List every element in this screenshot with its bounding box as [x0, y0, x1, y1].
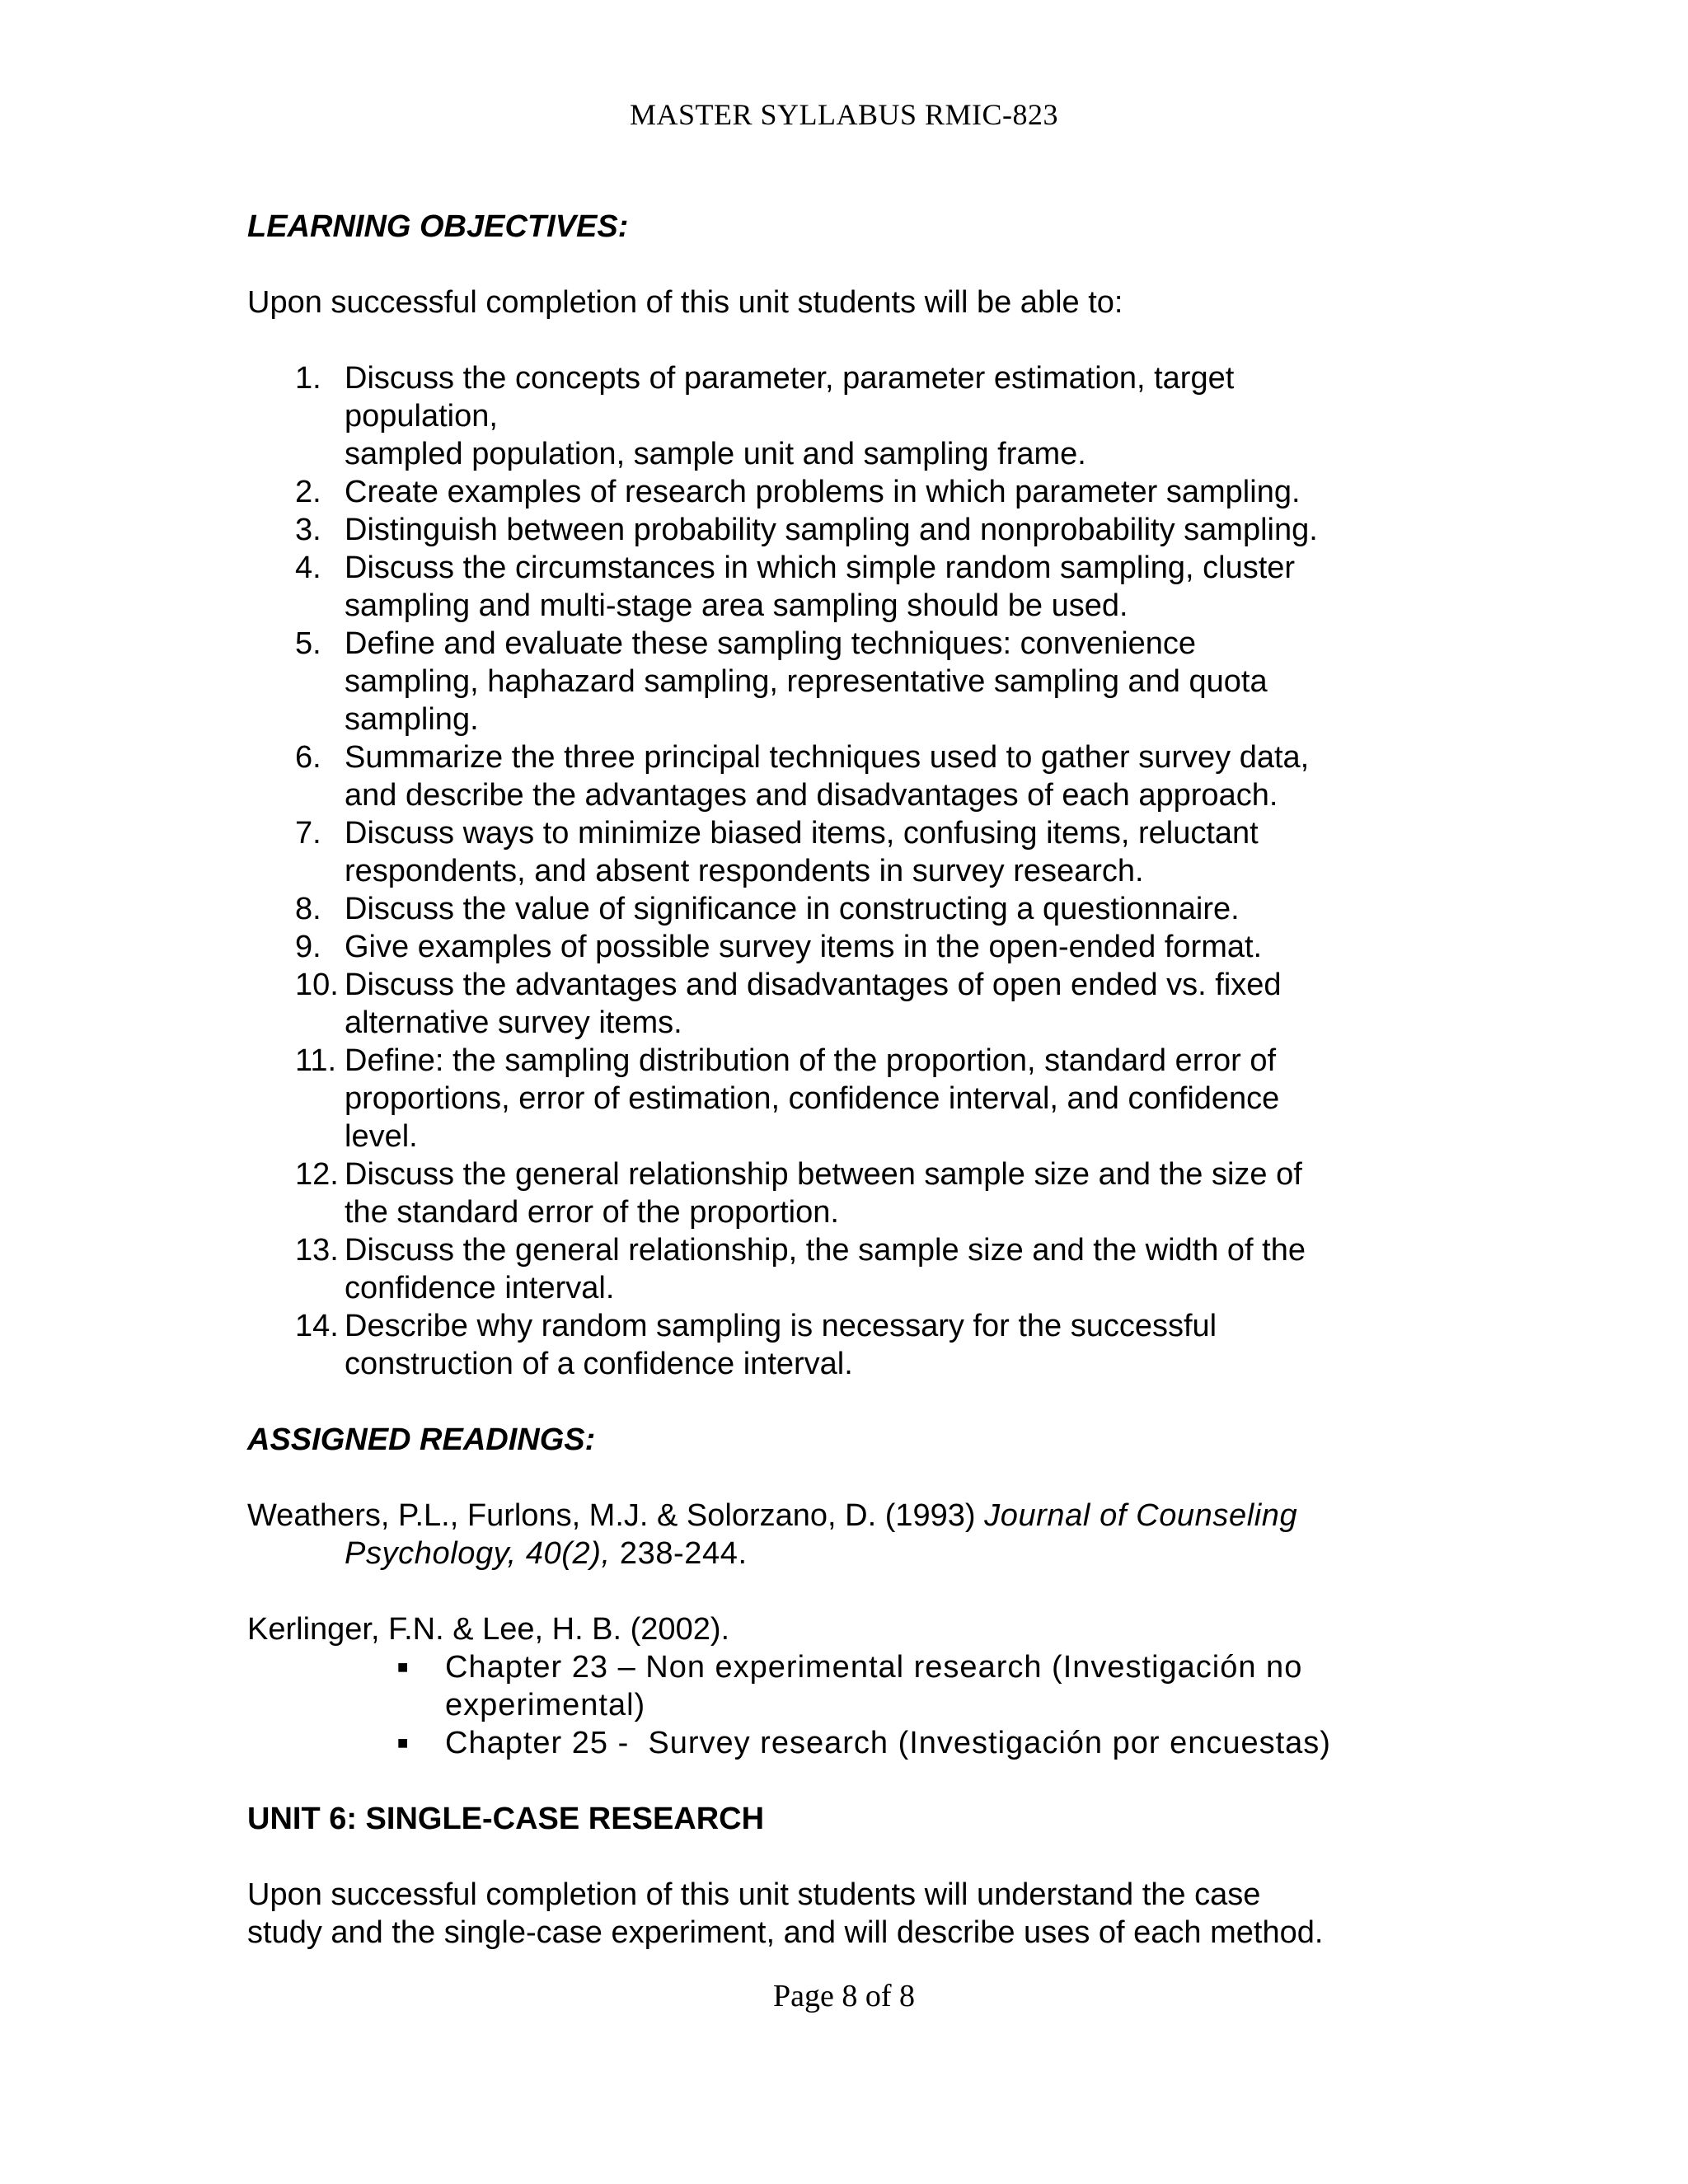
list-item: [247, 359, 1451, 473]
list-item: [247, 738, 1451, 814]
square-bullet-icon: ■: [397, 1732, 410, 1753]
list-item: [247, 1307, 1451, 1383]
unit6-line: Upon successful completion of this unit students will understand the case: [247, 1877, 1261, 1912]
reference-kerlinger: Kerlinger, F.N. & Lee, H. B. (2002).: [247, 1612, 730, 1647]
objectives-list: [247, 359, 1451, 1383]
learning-objectives-heading: LEARNING OBJECTIVES:: [247, 209, 629, 244]
item-number: 7.: [295, 816, 321, 851]
list-item: [247, 511, 1451, 549]
item-line: Discuss the advantages and disadvantages of open ended vs. fixed: [345, 968, 1282, 1002]
item-number: 10.: [295, 968, 339, 1002]
list-item: [247, 625, 1451, 738]
item-line: sampling.: [345, 702, 479, 737]
chapter-line: experimental): [445, 1688, 646, 1722]
item-line: respondents, and absent respondents in survey research.: [345, 854, 1144, 888]
item-line: and describe the advantages and disadvantages of each approach.: [345, 778, 1278, 813]
item-line: Define and evaluate these sampling techniques: convenience: [345, 626, 1197, 661]
item-number: 1.: [295, 361, 321, 396]
item-line: alternative survey items.: [345, 1005, 682, 1040]
item-line: sampling and multi-stage area sampling should be used.: [345, 588, 1128, 623]
objectives-intro: Upon successful completion of this unit students will be able to:: [247, 285, 1123, 320]
item-line: Discuss the general relationship, the sample size and the width of the: [345, 1233, 1306, 1268]
item-number: 11.: [295, 1043, 337, 1078]
item-line: confidence interval.: [345, 1271, 615, 1305]
item-line: Define: the sampling distribution of the proportion, standard error of: [345, 1043, 1277, 1078]
item-line: Create examples of research problems in which parameter sampling.: [345, 475, 1301, 509]
item-number: 8.: [295, 892, 321, 926]
item-number: 5.: [295, 626, 321, 661]
item-number: 3.: [295, 513, 321, 547]
item-number: 6.: [295, 740, 321, 775]
chapter-line: Chapter 23 – Non experimental research (Investigación no: [445, 1650, 1303, 1685]
chapter-line: Chapter 25 - Survey research (Investigación por encuestas): [445, 1726, 1331, 1760]
item-line: Discuss the general relationship between sample size and the size of: [345, 1157, 1302, 1192]
item-line: population,: [345, 399, 498, 434]
item-number: 4.: [295, 551, 321, 585]
reference-weathers: [247, 1497, 1451, 1572]
item-number: 13.: [295, 1233, 339, 1268]
list-item: [247, 1648, 1451, 1724]
reference-pages: 238-244.: [610, 1536, 748, 1571]
unit6-heading: UNIT 6: SINGLE-CASE RESEARCH: [247, 1802, 765, 1836]
item-line: the standard error of the proportion.: [345, 1195, 839, 1230]
unit6-line: study and the single-case experiment, and will describe uses of each method.: [247, 1915, 1324, 1950]
unit6-description: [247, 1876, 1451, 1952]
reference-authors: Weathers, P.L., Furlons, M.J. & Solorzano, D. (1993): [247, 1498, 985, 1533]
page-footer: Page 8 of 8: [772, 1979, 916, 2013]
item-line: Discuss ways to minimize biased items, confusing items, reluctant: [345, 816, 1259, 851]
page-header: MASTER SYLLABUS RMIC-823: [629, 98, 1059, 131]
square-bullet-icon: ■: [397, 1657, 410, 1677]
list-item: [247, 966, 1451, 1042]
item-line: construction of a confidence interval.: [345, 1347, 853, 1381]
list-item: [247, 890, 1451, 928]
item-line: sampled population, sample unit and sampling frame.: [345, 437, 1086, 471]
item-number: 14.: [295, 1309, 339, 1343]
item-line: Summarize the three principal techniques used to gather survey data,: [345, 740, 1310, 775]
item-line: Discuss the value of significance in constructing a questionnaire.: [345, 892, 1240, 926]
list-item: [247, 549, 1451, 625]
item-number: 12.: [295, 1157, 339, 1192]
list-item: [247, 1724, 1451, 1762]
item-line: Give examples of possible survey items in the open-ended format.: [345, 930, 1263, 964]
list-item: [247, 1155, 1451, 1231]
list-item: [247, 928, 1451, 966]
item-line: Discuss the concepts of parameter, parameter estimation, target: [345, 361, 1235, 396]
list-item: [247, 1231, 1451, 1307]
item-line: sampling, haphazard sampling, representative sampling and quota: [345, 664, 1268, 699]
item-line: proportions, error of estimation, confidence interval, and confidence: [345, 1081, 1280, 1116]
document-body: [247, 208, 1451, 1952]
item-line: Distinguish between probability sampling and nonprobability sampling.: [345, 513, 1318, 547]
item-number: 2.: [295, 475, 321, 509]
reference-journal-volume: Psychology, 40(2),: [345, 1536, 611, 1571]
list-item: [247, 473, 1451, 511]
list-item: [247, 1042, 1451, 1155]
reference-journal: Journal of Counseling: [984, 1498, 1298, 1533]
list-item: [247, 814, 1451, 890]
item-line: Describe why random sampling is necessary for the successful: [345, 1309, 1217, 1343]
item-line: Discuss the circumstances in which simple random sampling, cluster: [345, 551, 1296, 585]
item-number: 9.: [295, 930, 321, 964]
chapter-list: [247, 1648, 1451, 1762]
item-line: level.: [345, 1119, 418, 1154]
assigned-readings-heading: ASSIGNED READINGS:: [247, 1422, 596, 1457]
